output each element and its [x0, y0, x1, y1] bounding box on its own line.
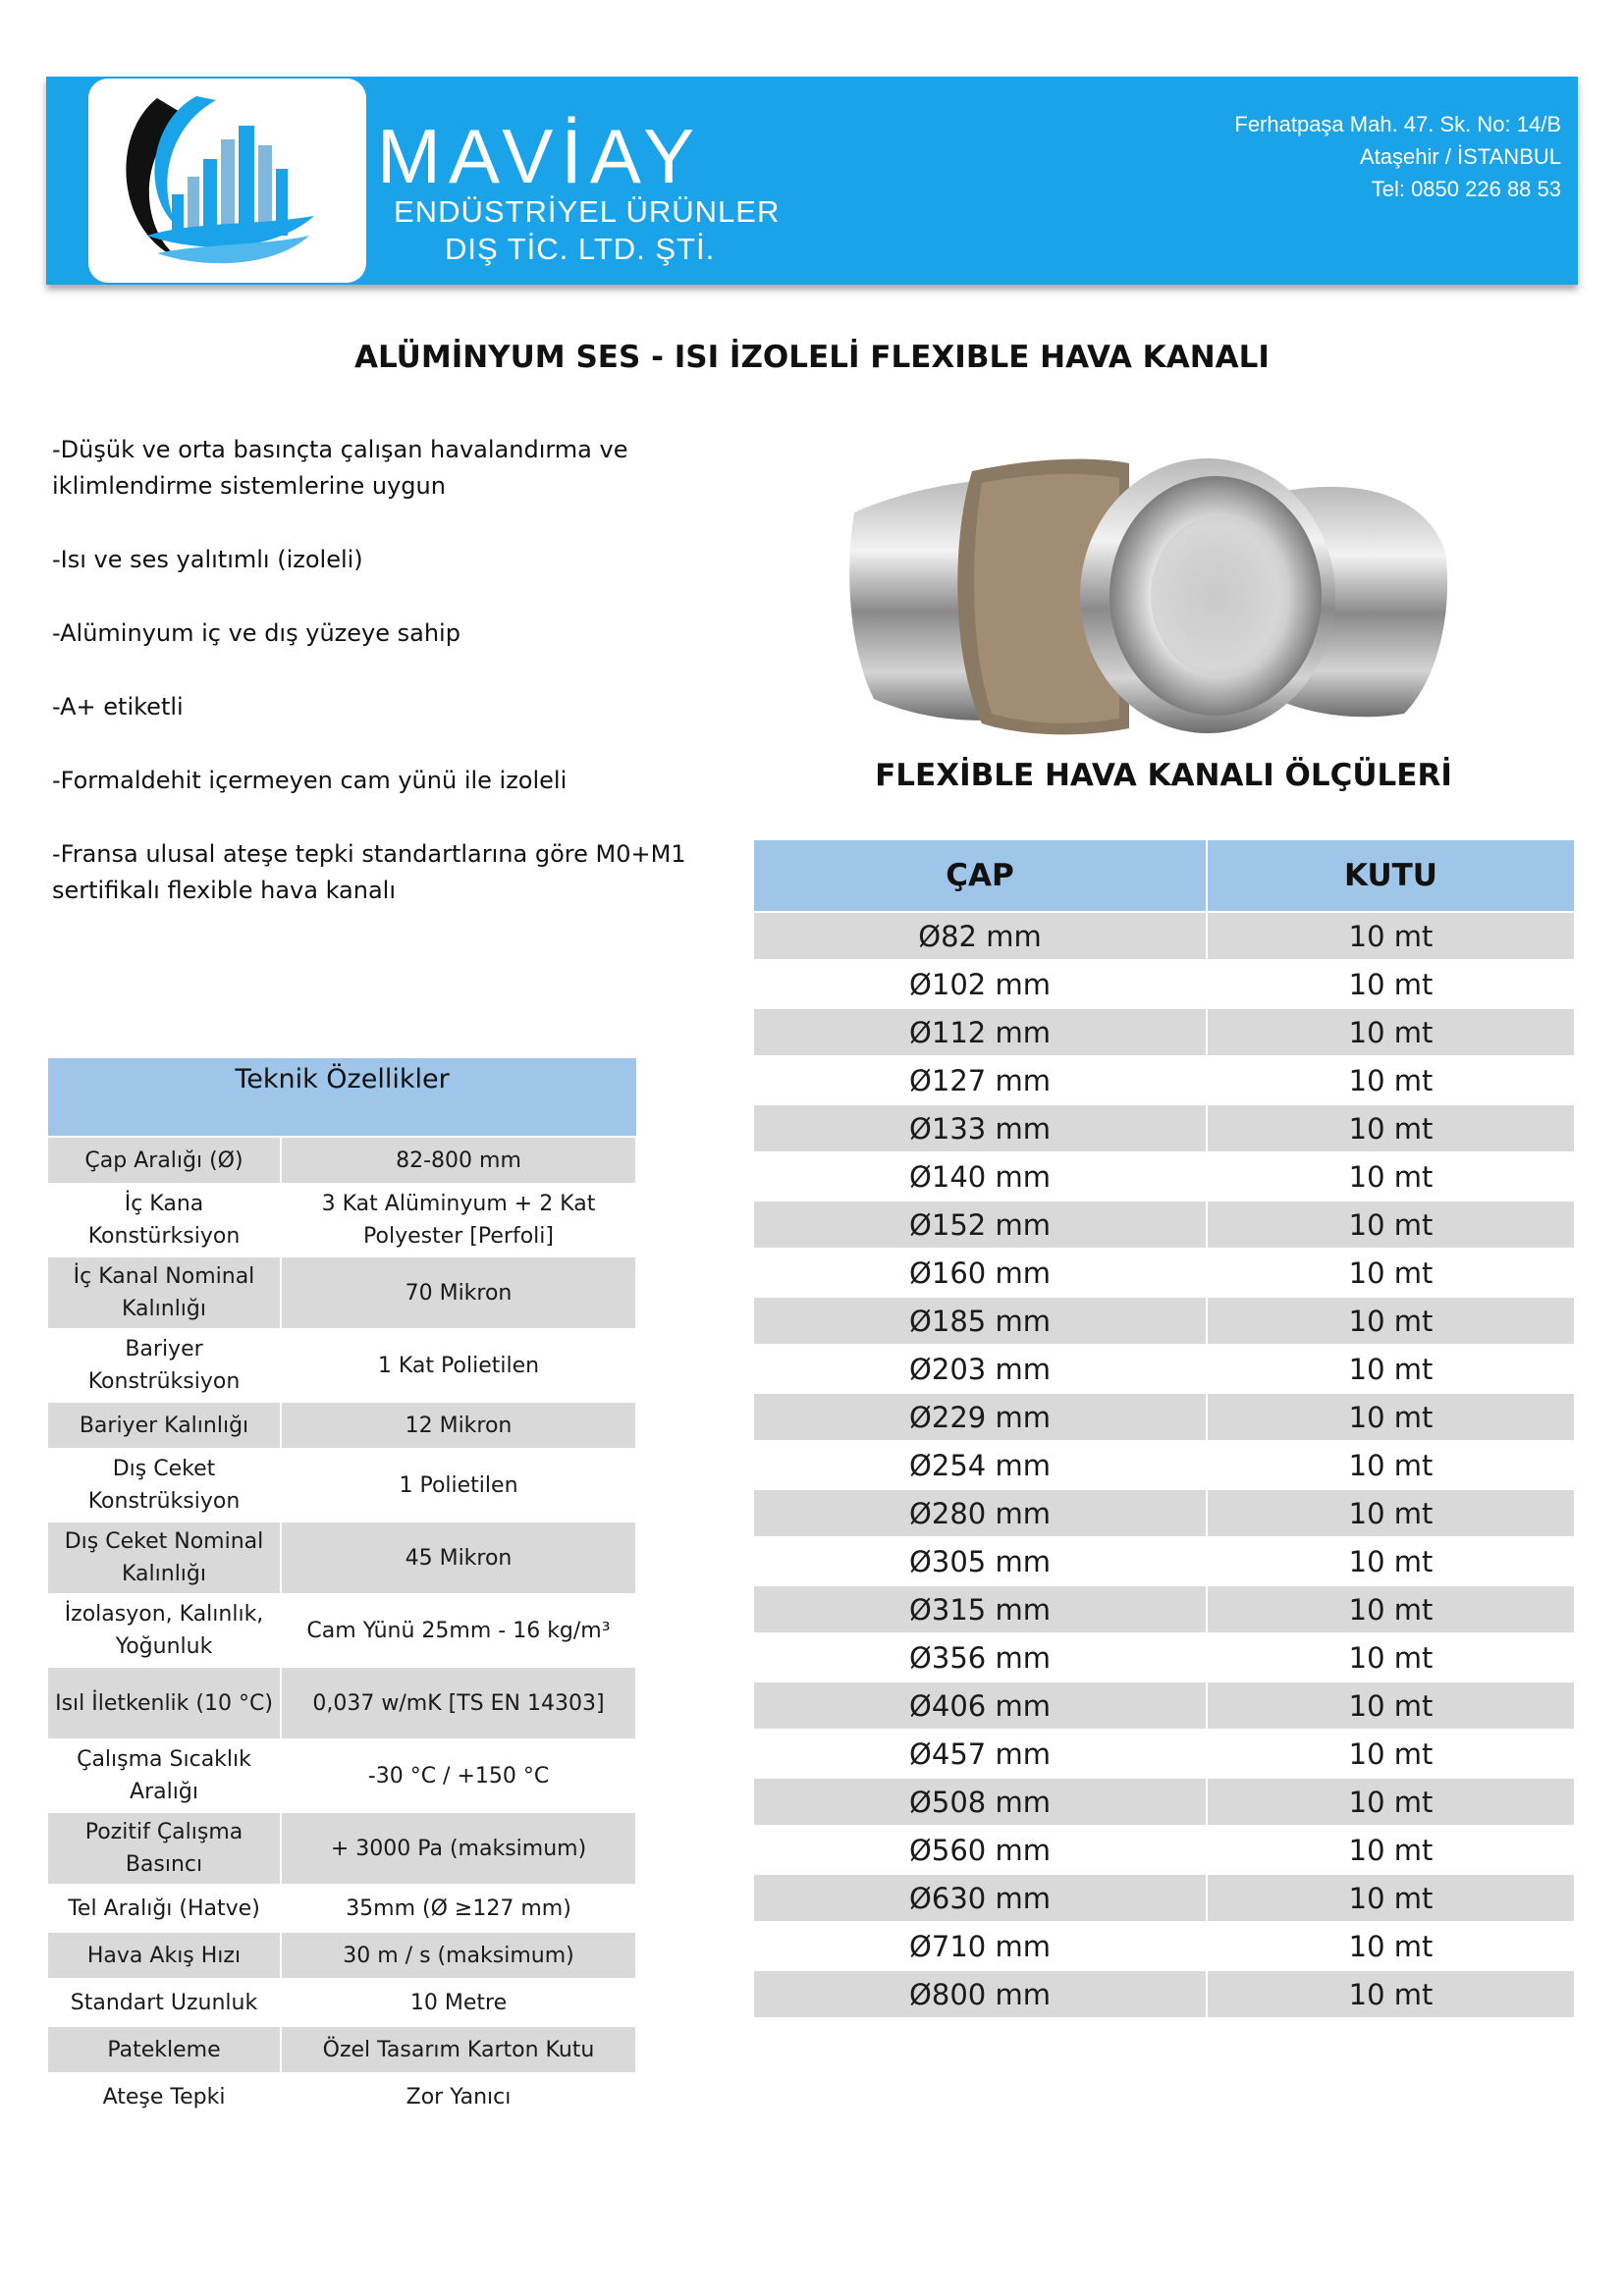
product-photo [835, 444, 1455, 743]
spec-row [48, 1932, 636, 1979]
table-cell-value: 10 mt [1207, 1537, 1575, 1585]
spec-row [48, 1184, 636, 1256]
table-cell-label: Ø508 mm [754, 1778, 1207, 1826]
table-cell-label: Ø254 mm [754, 1441, 1207, 1489]
page-title: ALÜMİNYUM SES - ISI İZOLELİ FLEXIBLE HAVA KANALI [354, 340, 1270, 375]
size-row [754, 1537, 1575, 1585]
table-cell-label: Ø560 mm [754, 1826, 1207, 1874]
spec-table [48, 1058, 637, 2119]
table-cell-label: Çap Aralığı (Ø) [48, 1137, 281, 1184]
spec-table-body [48, 1137, 636, 2119]
size-row [754, 1730, 1575, 1778]
table-cell-label: Ateşe Tepki [48, 2073, 281, 2119]
table-cell-label: Ø185 mm [754, 1297, 1207, 1345]
size-row [754, 1874, 1575, 1922]
spec-row [48, 1137, 636, 1184]
table-cell-value: 10 mt [1207, 1297, 1575, 1345]
table-header-row [754, 840, 1575, 912]
table-cell-value: 1 Polietilen [281, 1449, 636, 1522]
size-row [754, 1585, 1575, 1633]
spec-row [48, 1594, 636, 1667]
table-cell-label: Tel Aralığı (Hatve) [48, 1885, 281, 1932]
spec-row [48, 1522, 636, 1594]
spec-row [48, 1329, 636, 1402]
size-row [754, 1489, 1575, 1537]
brand-name: MAVİAY [377, 113, 703, 199]
table-cell-value: 70 Mikron [281, 1256, 636, 1329]
column-header-box: KUTU [1207, 840, 1575, 912]
table-cell-value: Cam Yünü 25mm - 16 kg/m³ [281, 1594, 636, 1667]
table-cell-value: 10 mt [1207, 1970, 1575, 2017]
table-cell-value: 10 mt [1207, 1008, 1575, 1056]
address-line: Ferhatpaşa Mah. 47. Sk. No: 14/B [1234, 112, 1561, 136]
table-cell-label: Dış Ceket Nominal Kalınlığı [48, 1522, 281, 1594]
spec-row [48, 1402, 636, 1449]
table-cell-label: Bariyer Konstrüksiyon [48, 1329, 281, 1402]
table-cell-label: Ø305 mm [754, 1537, 1207, 1585]
size-row [754, 1201, 1575, 1249]
table-cell-value: 82-800 mm [281, 1137, 636, 1184]
size-row [754, 1249, 1575, 1297]
table-cell-value: 30 m / s (maksimum) [281, 1932, 636, 1979]
table-cell-label: Patekleme [48, 2026, 281, 2073]
logo-icon [88, 79, 366, 283]
company-address [1234, 108, 1561, 205]
table-cell-label: Standart Uzunluk [48, 1979, 281, 2026]
table-cell-label: Ø356 mm [754, 1633, 1207, 1682]
sizes-table-body [754, 912, 1575, 2017]
table-cell-label: Ø800 mm [754, 1970, 1207, 2017]
size-row [754, 1826, 1575, 1874]
table-cell-label: Ø127 mm [754, 1056, 1207, 1104]
table-cell-label: Ø406 mm [754, 1682, 1207, 1730]
size-row [754, 1922, 1575, 1970]
table-cell-label: Ø229 mm [754, 1393, 1207, 1441]
phone-number: Tel: 0850 226 88 53 [1371, 177, 1561, 201]
size-row [754, 1970, 1575, 2017]
table-cell-value: 10 mt [1207, 1056, 1575, 1104]
table-cell-label: Ø710 mm [754, 1922, 1207, 1970]
table-cell-value: 10 mt [1207, 1682, 1575, 1730]
feature-item: -Formaldehit içermeyen cam yünü ile izoleli [52, 767, 568, 794]
table-cell-value: 0,037 w/mK [TS EN 14303] [281, 1667, 636, 1739]
table-cell-value: 10 mt [1207, 1393, 1575, 1441]
table-cell-label: Hava Akış Hızı [48, 1932, 281, 1979]
table-cell-label: Ø203 mm [754, 1345, 1207, 1393]
address-city: Ataşehir / İSTANBUL [1360, 144, 1561, 169]
size-row [754, 1008, 1575, 1056]
feature-item: -Fransa ulusal ateşe tepki standartlarına göre M0+M1 sertifikalı flexible hava kanalı [52, 840, 686, 904]
table-cell-label: Ø140 mm [754, 1152, 1207, 1201]
size-row [754, 1345, 1575, 1393]
spec-row [48, 2073, 636, 2119]
table-cell-label: Ø152 mm [754, 1201, 1207, 1249]
table-cell-label: Ø133 mm [754, 1104, 1207, 1152]
table-cell-value: 10 mt [1207, 1201, 1575, 1249]
table-cell-value: 10 mt [1207, 1778, 1575, 1826]
spec-row [48, 1667, 636, 1739]
feature-item: -Alüminyum iç ve dış yüzeye sahip [52, 619, 460, 647]
table-cell-value: 10 Metre [281, 1979, 636, 2026]
size-row [754, 1297, 1575, 1345]
table-cell-value: 10 mt [1207, 912, 1575, 960]
sizes-table [754, 840, 1576, 2017]
table-cell-value: 12 Mikron [281, 1402, 636, 1449]
table-cell-label: Bariyer Kalınlığı [48, 1402, 281, 1449]
feature-item: -Düşük ve orta basınçta çalışan havalandırma ve iklimlendirme sistemlerine uygun [52, 436, 628, 500]
table-cell-value: -30 °C / +150 °C [281, 1739, 636, 1812]
size-row [754, 1056, 1575, 1104]
table-cell-value: 45 Mikron [281, 1522, 636, 1594]
table-cell-label: Dış Ceket Konstrüksiyon [48, 1449, 281, 1522]
table-cell-value: 35mm (Ø ≥127 mm) [281, 1885, 636, 1932]
sizes-title: FLEXİBLE HAVA KANALI ÖLÇÜLERİ [875, 758, 1452, 793]
table-cell-value: Zor Yanıcı [281, 2073, 636, 2119]
table-cell-label: İç Kanal Nominal Kalınlığı [48, 1256, 281, 1329]
feature-list [52, 432, 739, 946]
table-cell-value: 3 Kat Alüminyum + 2 Kat Polyester [Perfoli] [281, 1184, 636, 1256]
table-cell-label: Çalışma Sıcaklık Aralığı [48, 1739, 281, 1812]
table-cell-label: Ø630 mm [754, 1874, 1207, 1922]
table-cell-value: 10 mt [1207, 1152, 1575, 1201]
size-row [754, 1393, 1575, 1441]
table-cell-value: 1 Kat Polietilen [281, 1329, 636, 1402]
table-cell-label: Ø280 mm [754, 1489, 1207, 1537]
spec-row [48, 1979, 636, 2026]
feature-item: -Isı ve ses yalıtımlı (izoleli) [52, 546, 363, 573]
table-cell-value: 10 mt [1207, 1345, 1575, 1393]
brand-subtitle-2: DIŞ TİC. LTD. ŞTİ. [445, 232, 716, 266]
table-cell-value: 10 mt [1207, 1633, 1575, 1682]
size-row [754, 1152, 1575, 1201]
spec-row [48, 1256, 636, 1329]
size-row [754, 1633, 1575, 1682]
table-cell-value: 10 mt [1207, 1585, 1575, 1633]
size-row [754, 912, 1575, 960]
spec-row [48, 1812, 636, 1885]
table-cell-value: Özel Tasarım Karton Kutu [281, 2026, 636, 2073]
table-cell-value: 10 mt [1207, 1489, 1575, 1537]
table-cell-label: Isıl İletkenlik (10 °C) [48, 1667, 281, 1739]
table-cell-value: 10 mt [1207, 1922, 1575, 1970]
table-cell-label: Ø457 mm [754, 1730, 1207, 1778]
spec-row [48, 2026, 636, 2073]
spec-table-title: Teknik Özellikler [48, 1058, 636, 1137]
table-cell-label: Ø160 mm [754, 1249, 1207, 1297]
spec-row [48, 1449, 636, 1522]
column-header-diameter: ÇAP [754, 840, 1207, 912]
table-cell-value: + 3000 Pa (maksimum) [281, 1812, 636, 1885]
table-cell-value: 10 mt [1207, 1441, 1575, 1489]
table-cell-value: 10 mt [1207, 960, 1575, 1008]
table-cell-label: Ø315 mm [754, 1585, 1207, 1633]
spec-row [48, 1739, 636, 1812]
size-row [754, 1778, 1575, 1826]
table-cell-value: 10 mt [1207, 1730, 1575, 1778]
table-cell-value: 10 mt [1207, 1104, 1575, 1152]
table-header-row [48, 1058, 636, 1137]
table-cell-label: İç Kana Konstürksiyon [48, 1184, 281, 1256]
logo [88, 79, 366, 283]
size-row [754, 960, 1575, 1008]
size-row [754, 1682, 1575, 1730]
size-row [754, 1104, 1575, 1152]
size-row [754, 1441, 1575, 1489]
feature-item: -A+ etiketli [52, 693, 184, 721]
brand-subtitle: ENDÜSTRİYEL ÜRÜNLER [394, 194, 781, 229]
table-cell-value: 10 mt [1207, 1249, 1575, 1297]
table-cell-label: Ø112 mm [754, 1008, 1207, 1056]
table-cell-label: İzolasyon, Kalınlık, Yoğunluk [48, 1594, 281, 1667]
table-cell-label: Ø102 mm [754, 960, 1207, 1008]
table-cell-label: Pozitif Çalışma Basıncı [48, 1812, 281, 1885]
header-banner [46, 77, 1578, 285]
table-cell-value: 10 mt [1207, 1874, 1575, 1922]
spec-row [48, 1885, 636, 1932]
table-cell-value: 10 mt [1207, 1826, 1575, 1874]
table-cell-label: Ø82 mm [754, 912, 1207, 960]
